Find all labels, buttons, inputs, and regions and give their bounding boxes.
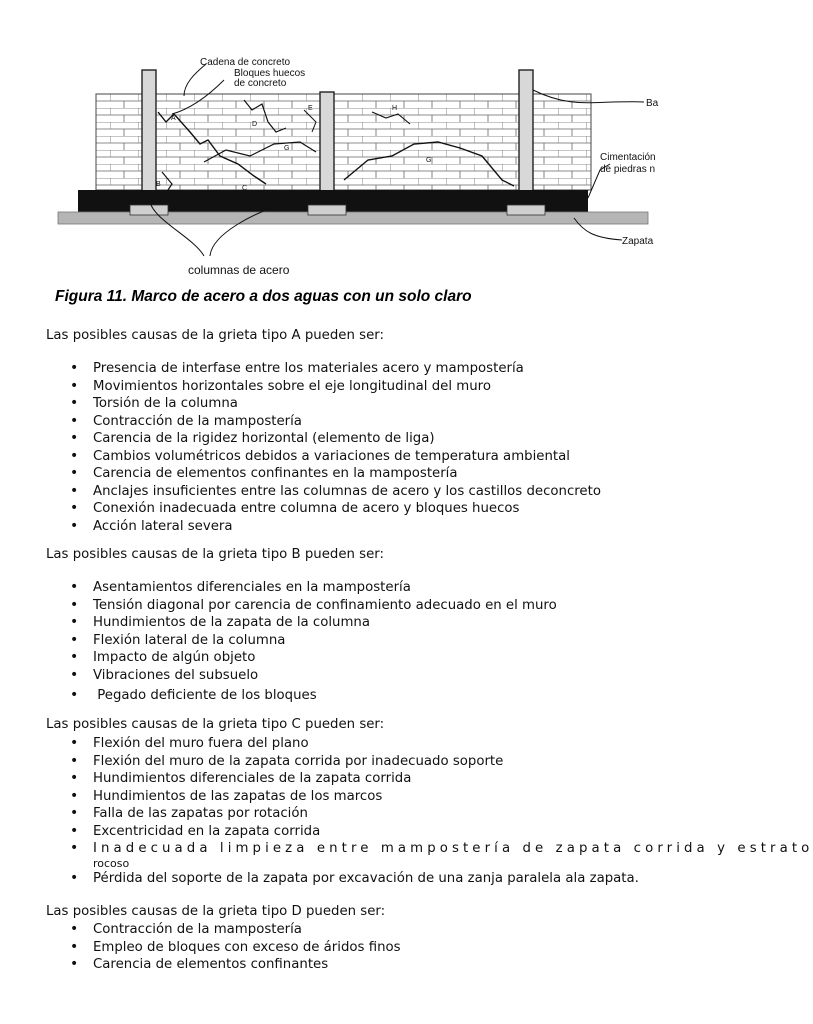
crack-label-d: D [252,121,258,128]
label-zapata: Zapata [622,236,654,247]
list-item: • Acción lateral severa [46,518,601,536]
footing-right [507,205,545,215]
crack-label-h: H [392,105,398,112]
label-cimentacion-2: de piedras n [600,164,656,175]
list-item: • Contracción de la mampostería [46,921,401,939]
section-c-intro: Las posibles causas de la grieta tipo C pueden ser: [46,717,385,732]
masonry-wall [96,94,591,190]
section-c-list [46,735,813,888]
list-item: • Flexión del muro fuera del plano [46,735,813,753]
list-item: • Flexión lateral de la columna [46,632,557,650]
list-item: • Vibraciones del subsuelo [46,667,557,685]
list-item-text: Inadecuada limpieza entre mampostería de zapata corrida y estrato [93,841,813,856]
leader-cadena [184,64,206,96]
list-item: • Empleo de bloques con exceso de áridos finos [46,939,401,957]
label-bloques-1: Bloques huecos [234,68,306,79]
steel-frame-diagram [54,52,659,287]
steel-column-right [519,70,533,202]
list-item: • Tensión diagonal por carencia de confinamiento adecuado en el muro [46,597,557,615]
diagram-svg [54,52,659,287]
label-bloques-2: de concreto [234,78,287,89]
section-b-list [46,579,557,705]
label-ba: Ba [646,98,659,109]
section-a-list [46,360,601,535]
list-item: • Contracción de la mampostería [46,413,601,431]
section-d-list [46,921,401,974]
section-a-intro: Las posibles causas de la grieta tipo A pueden ser: [46,328,384,343]
list-item: • Pérdida del soporte de la zapata por excavación de una zanja paralela ala zapata. [46,870,813,888]
crack-label-g1: G [284,145,290,152]
footing-middle [308,205,346,215]
figure-caption: Figura 11. Marco de acero a dos aguas con un solo claro [55,288,472,305]
list-item: • Cambios volumétricos debidos a variaciones de temperatura ambiental [46,448,601,466]
list-item: • Carencia de la rigidez horizontal (elemento de liga) [46,430,601,448]
footing-left [130,205,168,215]
list-item: • Excentricidad en la zapata corrida [46,823,813,841]
crack-label-e: E [308,105,313,112]
list-item: • Carencia de elementos confinantes en la mampostería [46,465,601,483]
list-item: • Falla de las zapatas por rotación [46,805,813,823]
label-columnas: columnas de acero [188,263,290,277]
list-item: • Flexión del muro de la zapata corrida por inadecuado soporte [46,753,813,771]
list-item: • Hundimientos de la zapata de la columna [46,614,557,632]
steel-column-left [142,70,156,202]
list-item: • Anclajes insuficientes entre las columnas de acero y los castillos deconcreto [46,483,601,501]
crack-label-a: A [171,115,176,122]
list-item: • Hundimientos de las zapatas de los marcos [46,788,813,806]
section-b-intro: Las posibles causas de la grieta tipo B pueden ser: [46,547,384,562]
crack-label-g2: G [426,157,432,164]
list-item: • Hundimientos diferenciales de la zapata corrida [46,770,813,788]
list-item: • Carencia de elementos confinantes [46,956,401,974]
label-cadena: Cadena de concreto [200,57,291,68]
list-item: • Asentamientos diferenciales en la mampostería [46,579,557,597]
label-cimentacion-1: Cimentación [600,152,656,163]
list-item: • Conexión inadecuada entre columna de acero y bloques huecos [46,500,601,518]
list-item: • Movimientos horizontales sobre el eje longitudinal del muro [46,378,601,396]
list-item: • Presencia de interfase entre los materiales acero y mampostería [46,360,601,378]
crack-label-b: B [156,181,161,188]
crack-label-c: C [242,185,248,192]
list-item: • Impacto de algún objeto [46,649,557,667]
list-item-continuation: rocoso [93,856,130,870]
list-item: • Pegado deficiente de los bloques [46,687,557,705]
list-item [46,840,813,870]
steel-column-middle [320,92,334,202]
section-d-intro: Las posibles causas de la grieta tipo D pueden ser: [46,904,386,919]
list-item: • Torsión de la columna [46,395,601,413]
